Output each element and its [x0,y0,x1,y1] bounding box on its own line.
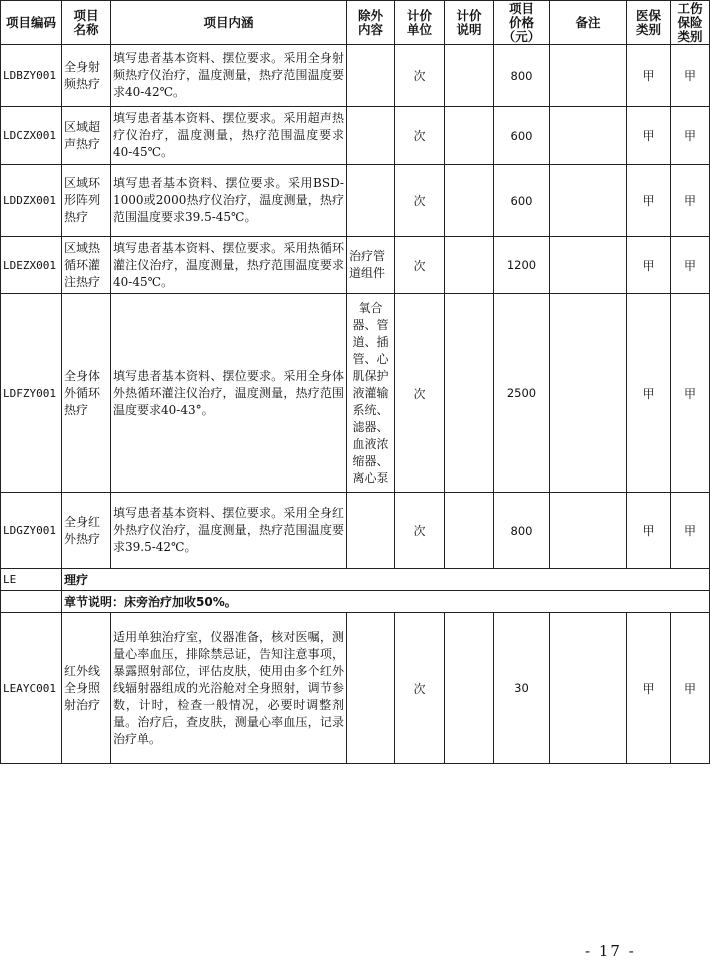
item-name: 区域超声热疗 [62,107,111,165]
item-unit: 次 [395,165,445,237]
table-row [1,165,710,237]
item-insurance: 甲 [627,294,671,493]
header-name: 项目 名称 [62,1,111,45]
header-unit: 计价 单位 [395,1,445,45]
item-remarks [550,493,627,569]
item-name: 全身红外热疗 [62,493,111,569]
item-insurance: 甲 [627,237,671,294]
item-name: 区域热循环灌注热疗 [62,237,111,294]
item-name: 红外线全身照射治疗 [62,613,111,764]
item-exclusions [347,45,395,107]
header-row [1,1,710,45]
item-insurance: 甲 [627,107,671,165]
item-code: LDEZX001 [1,237,62,294]
section-title: 理疗 [62,569,710,591]
item-content: 填写患者基本资料、摆位要求。采用超声热疗仪治疗，温度测量，热疗范围温度要求40-45℃。 [111,107,347,165]
item-unit: 次 [395,237,445,294]
item-name: 全身体外循环热疗 [62,294,111,493]
item-unit: 次 [395,45,445,107]
item-injury: 甲 [671,45,710,107]
item-code: LDFZY001 [1,294,62,493]
item-pricing-note [445,493,494,569]
section-row [1,569,710,591]
item-pricing-note [445,237,494,294]
item-price: 1200 [494,237,550,294]
item-price: 30 [494,613,550,764]
item-unit: 次 [395,294,445,493]
item-code: LDDZX001 [1,165,62,237]
item-content: 填写患者基本资料、摆位要求。采用全身射频热疗仪治疗，温度测量，热疗范围温度要求40-42℃。 [111,45,347,107]
item-unit: 次 [395,613,445,764]
item-content: 填写患者基本资料、摆位要求。采用热循环灌注仪治疗，温度测量，热疗范围温度要求40-45℃。 [111,237,347,294]
item-remarks [550,107,627,165]
section-note-row [1,591,710,613]
item-price: 600 [494,107,550,165]
item-price: 2500 [494,294,550,493]
item-remarks [550,165,627,237]
item-content: 适用单独治疗室，仪器准备，核对医嘱，测量心率血压，排除禁忌证，告知注意事项，暴露照射部位，评估皮肤，使用由多个红外线辐射器组成的光浴舱对全身照射，调节参数，计时，检查一般情况，必要时调整剂量。治疗后，查皮肤，测量心率血压，记录治疗单。 [111,613,347,764]
item-content: 填写患者基本资料、摆位要求。采用BSD-1000或2000热疗仪治疗，温度测量，热疗范围温度要求39.5-45℃。 [111,165,347,237]
item-exclusions: 氧合器、管道、插管、心肌保护液灌输系统、滤器、血液浓缩器、离心泵 [347,294,395,493]
item-remarks [550,613,627,764]
table-row [1,613,710,764]
item-code: LDCZX001 [1,107,62,165]
table-row [1,45,710,107]
item-unit: 次 [395,493,445,569]
header-pricing-note: 计价 说明 [445,1,494,45]
table-row [1,107,710,165]
table-row [1,294,710,493]
item-exclusions [347,165,395,237]
item-insurance: 甲 [627,613,671,764]
item-injury: 甲 [671,294,710,493]
item-pricing-note [445,294,494,493]
item-price: 600 [494,165,550,237]
item-content: 填写患者基本资料、摆位要求。采用全身体外热循环灌注仪治疗，温度测量，热疗范围温度要求40-43°。 [111,294,347,493]
header-injury: 工伤 保险 类别 [671,1,710,45]
item-injury: 甲 [671,107,710,165]
item-insurance: 甲 [627,165,671,237]
header-content: 项目内涵 [111,1,347,45]
section-note-empty [1,591,62,613]
item-insurance: 甲 [627,45,671,107]
section-note: 章节说明：床旁治疗加收50%。 [62,591,710,613]
item-exclusions [347,613,395,764]
item-exclusions [347,493,395,569]
item-injury: 甲 [671,493,710,569]
section-code: LE [1,569,62,591]
item-price: 800 [494,45,550,107]
item-remarks [550,45,627,107]
item-remarks [550,294,627,493]
item-injury: 甲 [671,165,710,237]
item-remarks [550,237,627,294]
item-code: LEAYC001 [1,613,62,764]
item-code: LDBZY001 [1,45,62,107]
item-name: 全身射频热疗 [62,45,111,107]
table-row [1,493,710,569]
page-number: - 17 - [585,942,636,960]
item-unit: 次 [395,107,445,165]
item-exclusions: 治疗管道组件 [347,237,395,294]
header-insurance: 医保 类别 [627,1,671,45]
item-pricing-note [445,165,494,237]
item-code: LDGZY001 [1,493,62,569]
item-name: 区域环形阵列热疗 [62,165,111,237]
header-code: 项目编码 [1,1,62,45]
item-price: 800 [494,493,550,569]
item-exclusions [347,107,395,165]
header-price: 项目 价格 （元） [494,1,550,45]
item-injury: 甲 [671,237,710,294]
item-insurance: 甲 [627,493,671,569]
item-pricing-note [445,107,494,165]
table-row [1,237,710,294]
item-pricing-note [445,45,494,107]
item-content: 填写患者基本资料、摆位要求。采用全身红外热疗仪治疗，温度测量，热疗范围温度要求39.5-42℃。 [111,493,347,569]
header-remarks: 备注 [550,1,627,45]
header-exclusions: 除外 内容 [347,1,395,45]
item-injury: 甲 [671,613,710,764]
item-pricing-note [445,613,494,764]
